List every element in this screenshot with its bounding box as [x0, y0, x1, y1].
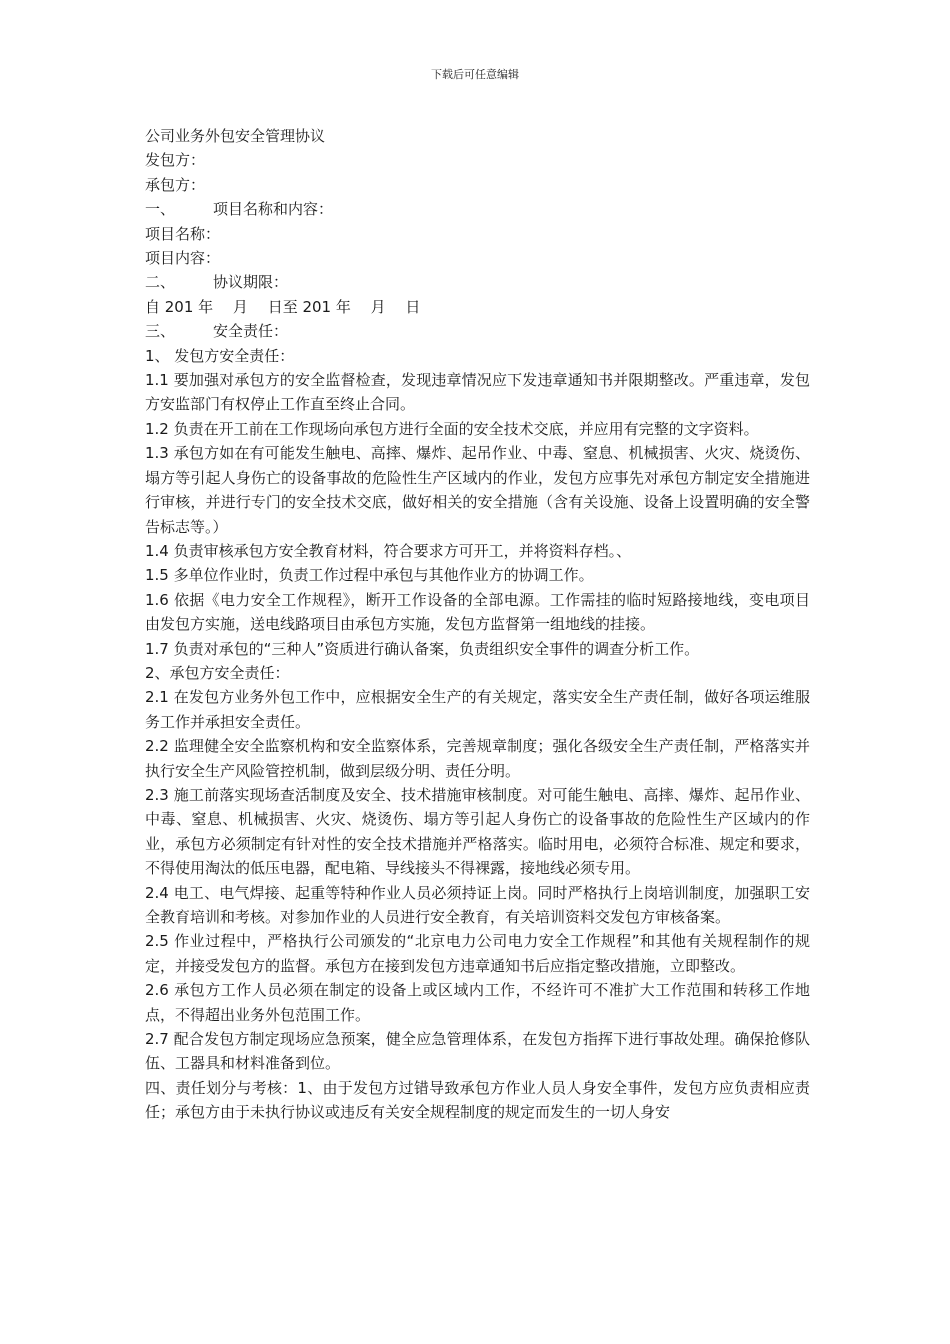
clause-1-6: 1.6 依据《电力安全工作规程》，断开工作设备的全部电源。工作需挂的临时短路接地线，变电项目由发包方实施，送电线路项目由承包方实施，发包方监督第一组地线的挂接。: [145, 590, 810, 634]
header-note: 下载后可任意编辑: [431, 68, 519, 81]
subsection-1-heading: 1、 发包方安全责任：: [145, 346, 295, 365]
section-2-heading: [145, 270, 810, 294]
section-title: 协议期限：: [213, 273, 289, 292]
clause-2-5: 2.5 作业过程中，严格执行公司颁发的“北京电力公司电力安全工作规程”和其他有关规程制作的规定，并接受发包方的监督。承包方在接到发包方违章通知书后应指定整改措施，立即整改。: [145, 932, 810, 975]
section-title: 安全责任：: [213, 322, 289, 341]
clause-2-4: 2.4 电工、电气焊接、起重等特种作业人员必须持证上岗。同时严格执行上岗培训制度，加强职工安全教育培训和考核。对参加作业的人员进行安全教育，有关培训资料交发包方审核备案。: [145, 883, 810, 926]
clause-2-6: 2.6 承包方工作人员必须在制定的设备上或区域内工作，不经许可不准扩大工作范围和转移工作地点，不得超出业务外包范围工作。: [145, 981, 810, 1024]
period-line: 自 201 年 月 日至 201 年 月 日: [145, 297, 421, 316]
document-body: [145, 124, 810, 1125]
section-number: 一、: [145, 200, 176, 219]
project-name-line: 项目名称：: [145, 224, 221, 243]
subsection-2-heading: 2、承包方安全责任：: [145, 663, 290, 682]
clause-1-4: 1.4 负责审核承包方安全教育材料，符合要求方可开工，并将资料存档。、: [145, 541, 632, 560]
clause-1-1: 1.1 要加强对承包方的安全监督检查，发现违章情况应下发违章通知书并限期整改。严重违章，发包方安监部门有权停止工作直至终止合同。: [145, 371, 810, 414]
clause-1-3: 1.3 承包方如在有可能发生触电、高摔、爆炸、起吊作业、中毒、窒息、机械损害、火灾、烧烫伤、塌方等引起人身伤亡的设备事故的危险性生产区域内的作业，发包方应事先对承包方制定安全措施进行审核，并进行专门的安全技术交底，做好相关的安全措施（含有关设施、设备上设置明确的安全警告标志等。）: [145, 444, 810, 536]
project-content-line: 项目内容：: [145, 249, 221, 268]
clause-1-7: 1.7 负责对承包的“三种人”资质进行确认备案，负责组织安全事件的调查分析工作。: [145, 639, 700, 658]
section-1-heading: [145, 197, 810, 221]
clause-2-7: 2.7 配合发包方制定现场应急预案，健全应急管理体系，在发包方指挥下进行事故处理。确保抢修队伍、工器具和材料准备到位。: [145, 1030, 810, 1073]
section-4-paragraph: 四、责任划分与考核：1、由于发包方过错导致承包方作业人员人身安全事件，发包方应负责相应责任；承包方由于未执行协议或违反有关安全规程制度的规定而发生的一切人身安: [145, 1078, 810, 1122]
document-title: 公司业务外包安全管理协议: [145, 127, 326, 145]
clause-2-2: 2.2 监理健全安全监察机构和安全监察体系，完善规章制度；强化各级安全生产责任制，严格落实并执行安全生产风险管控机制，做到层级分明、责任分明。: [145, 737, 810, 780]
party-a-line: 发包方：: [145, 151, 206, 170]
clause-2-3: 2.3 施工前落实现场查活制度及安全、技术措施审核制度。对可能生触电、高摔、爆炸、起吊作业、中毒、窒息、机械损害、火灾、烧烫伤、塌方等引起人身伤亡的设备事故的危险性生产区域内的作业，承包方必须制定有针对性的安全技术措施并严格落实。临时用电，必须符合标准、规定和要求，不得使用淘汰的低压电器，配电箱、导线接头不得裸露，接地线必须专用。: [145, 785, 810, 878]
clause-1-5: 1.5 多单位作业时，负责工作过程中承包与其他作业方的协调工作。: [145, 566, 594, 585]
clause-1-2: 1.2 负责在开工前在工作现场向承包方进行全面的安全技术交底，并应用有完整的文字资料。: [145, 419, 759, 438]
section-number: 三、: [145, 322, 176, 341]
section-3-heading: [145, 319, 810, 343]
party-b-line: 承包方：: [145, 175, 206, 194]
section-title: 项目名称和内容：: [213, 200, 334, 219]
section-number: 二、: [145, 273, 176, 292]
clause-2-1: 2.1 在发包方业务外包工作中，应根据安全生产的有关规定，落实安全生产责任制，做好各项运维服务工作并承担安全责任。: [145, 688, 810, 731]
